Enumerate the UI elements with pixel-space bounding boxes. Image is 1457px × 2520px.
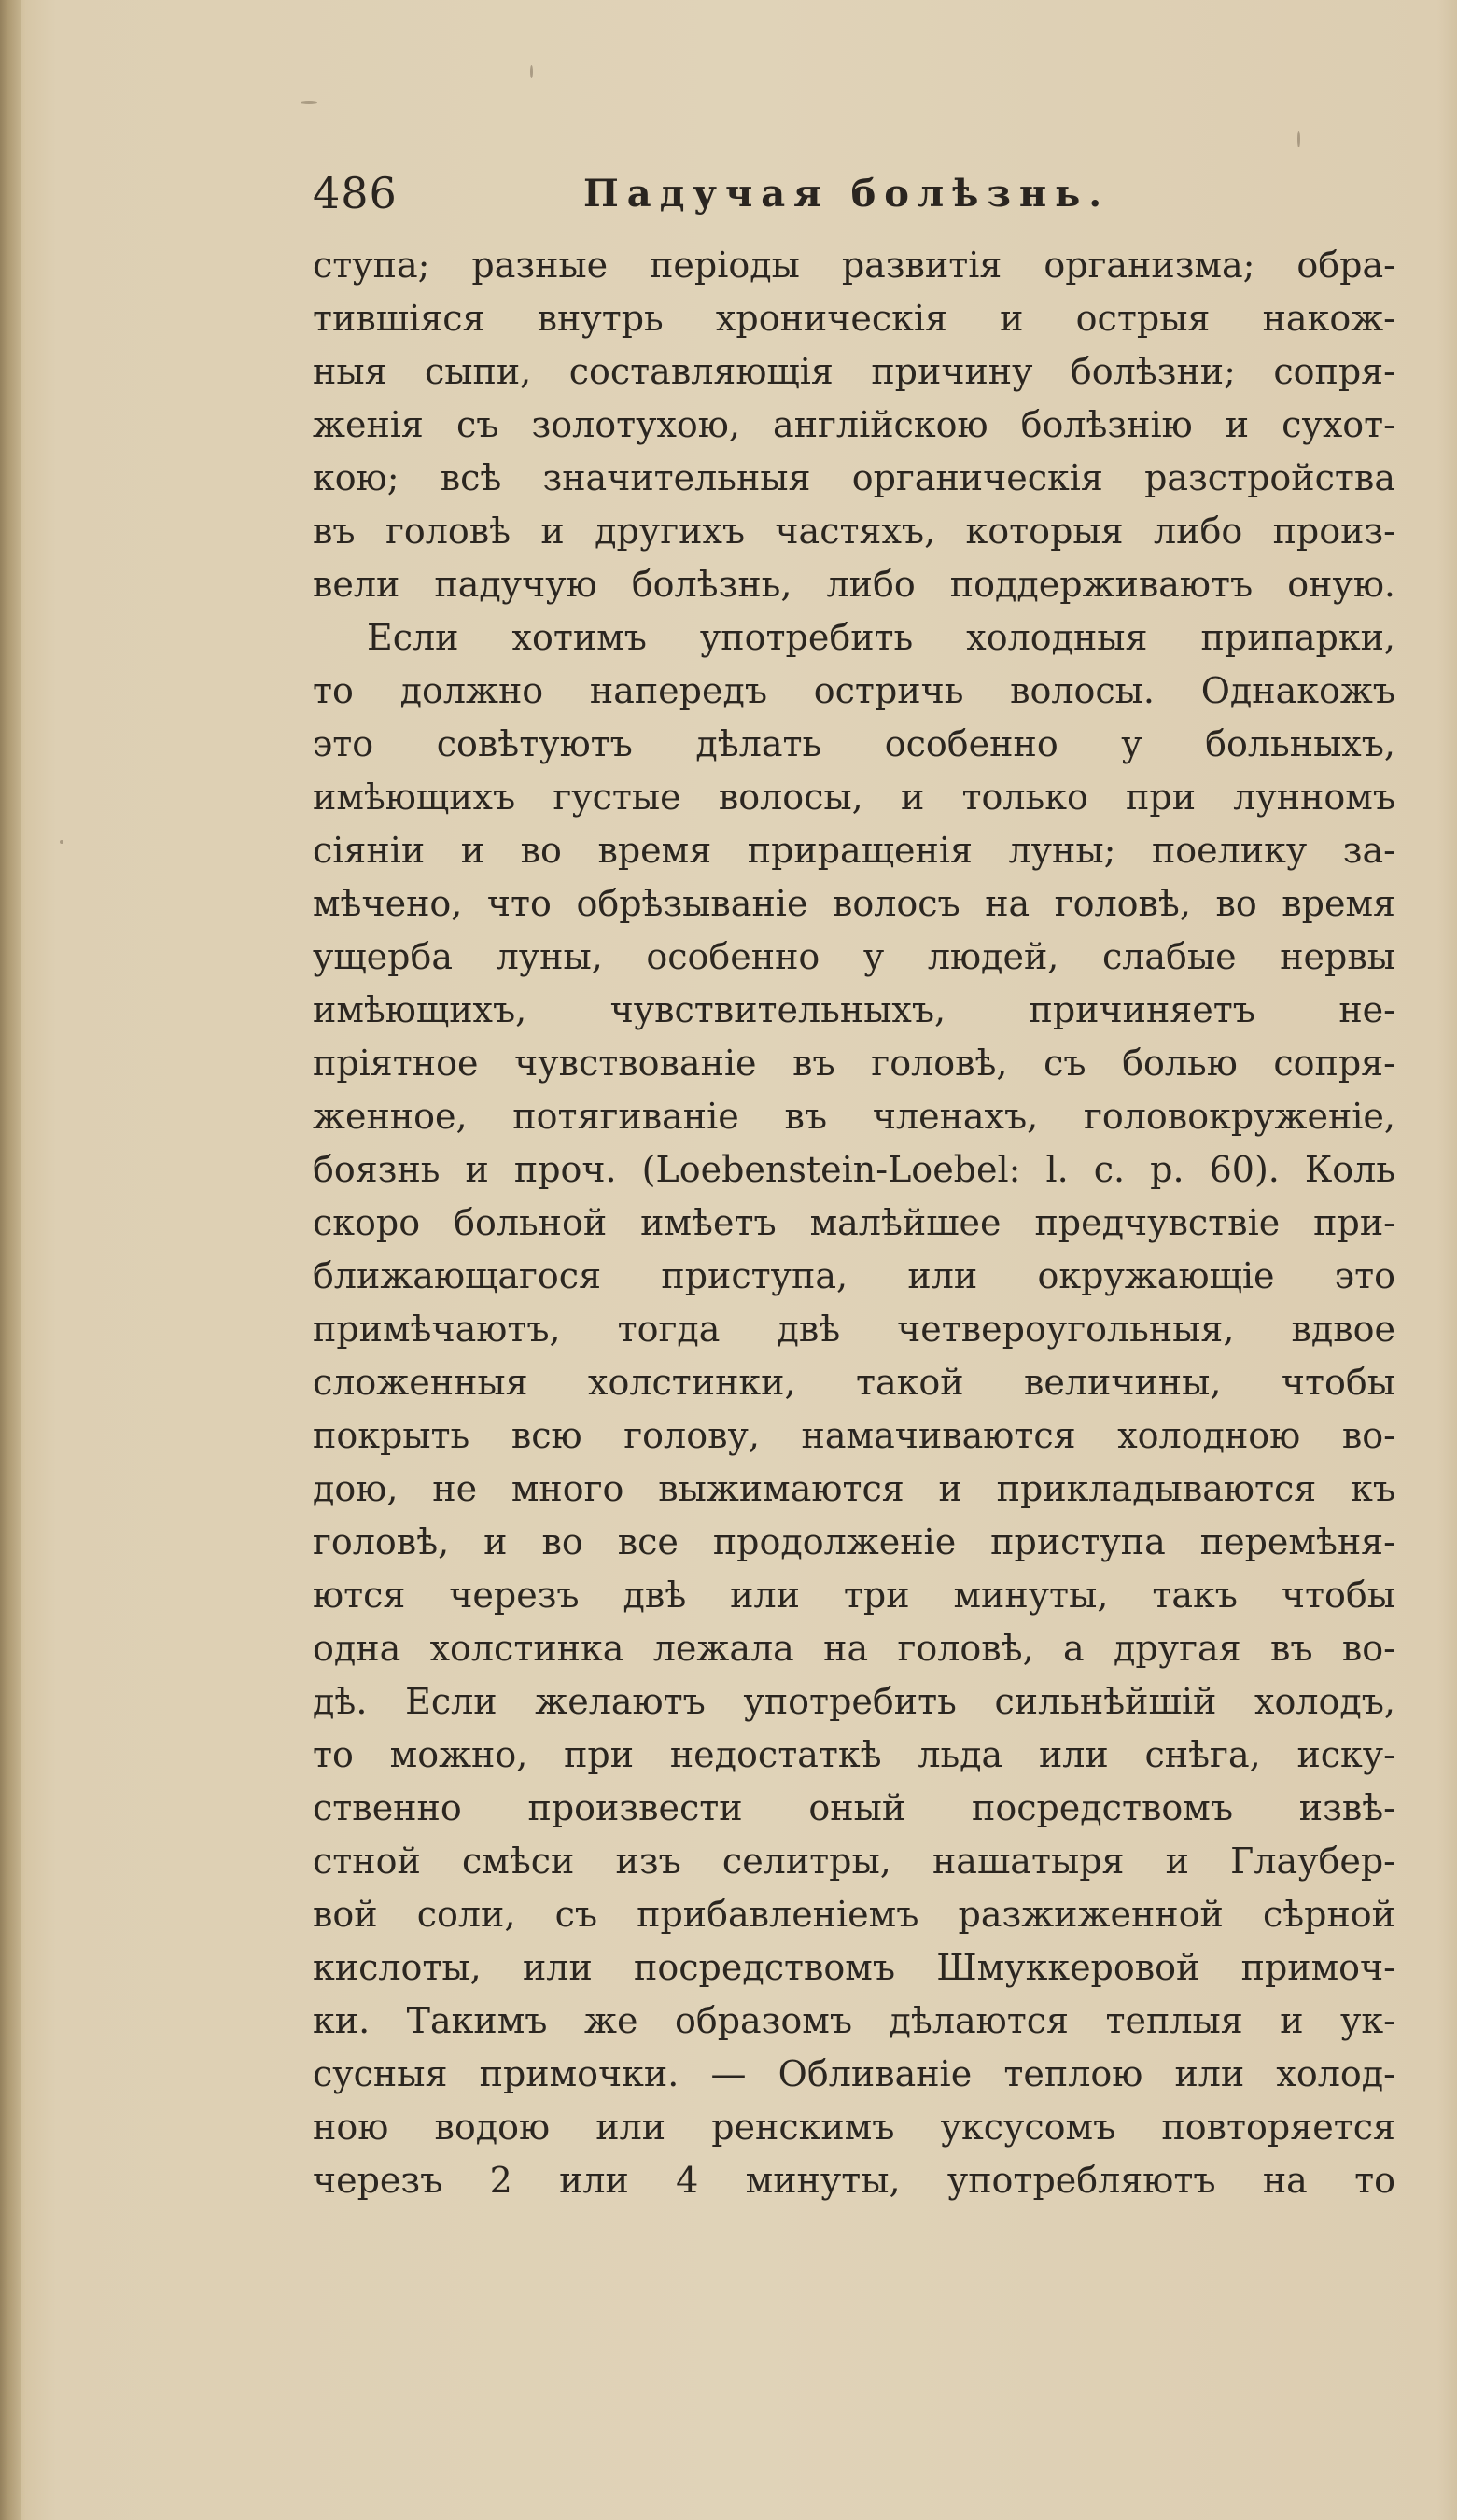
- text-line: скоро больной имѣетъ малѣйшее предчувствіе при-: [313, 1202, 1395, 1243]
- text-line: боязнь и проч. (Loebenstein-Loebel: l. c. p. 60). Коль: [313, 1149, 1395, 1190]
- text-line: сусныя примочки. — Обливаніе теплою или холод-: [313, 2053, 1395, 2094]
- text-line: дѣ. Если желаютъ употребить сильнѣйшій холодъ,: [313, 1681, 1395, 1722]
- text-line: вой соли, съ прибавленіемъ разжиженной сѣрной: [313, 1894, 1395, 1935]
- text-line: ною водою или ренскимъ уксусомъ повторяется: [313, 2107, 1395, 2148]
- text-line: сложенныя холстинки, такой величины, чтобы: [313, 1362, 1395, 1403]
- text-line: головѣ, и во все продолженіе приступа перемѣня-: [313, 1521, 1395, 1562]
- text-line: ущерба луны, особенно у людей, слабые нервы: [313, 936, 1395, 977]
- text-line: кою; всѣ значительныя органическія разстройства: [313, 457, 1395, 498]
- text-line: ки. Такимъ же образомъ дѣлаются теплыя и ук-: [313, 2000, 1395, 2041]
- body-text: [313, 239, 1395, 2207]
- text-line: имѣющихъ, чувствительныхъ, причиняетъ не-: [313, 989, 1395, 1030]
- text-line: ближающагося приступа, или окружающіе это: [313, 1255, 1395, 1296]
- text-line: пріятное чувствованіе въ головѣ, съ болью сопря-: [313, 1043, 1395, 1084]
- text-line: ступа; разные періоды развитія организма; обра-: [313, 245, 1395, 286]
- text-line: тившіяся внутрь хроническія и острыя накож-: [313, 298, 1395, 339]
- text-line: то должно напередъ остричь волосы. Однакожъ: [313, 670, 1395, 711]
- paper-speck: [60, 840, 63, 844]
- text-line: одна холстинка лежала на головѣ, а другая въ во-: [313, 1628, 1395, 1669]
- text-line-paragraph-start: Если хотимъ употребить холодныя припарки,: [367, 617, 1395, 658]
- text-line: женное, потягиваніе въ членахъ, головокруженіе,: [313, 1096, 1395, 1137]
- text-line: вели падучую болѣзнь, либо поддерживаютъ оную.: [313, 564, 1395, 605]
- page-binding-edge: [0, 0, 21, 2520]
- text-line: это совѣтуютъ дѣлать особенно у больныхъ,: [313, 723, 1395, 764]
- text-line: ныя сыпи, составляющія причину болѣзни; сопря-: [313, 351, 1395, 392]
- text-line: черезъ 2 или 4 минуты, употребляютъ на то: [313, 2160, 1395, 2201]
- paper-speck: [1297, 131, 1300, 147]
- page-number: 486: [313, 168, 398, 218]
- paper-speck: [530, 65, 533, 78]
- running-head: [313, 168, 1395, 224]
- text-line: примѣчаютъ, тогда двѣ четвероугольныя, вдвое: [313, 1309, 1395, 1350]
- text-line: покрыть всю голову, намачиваются холодною во-: [313, 1415, 1395, 1456]
- text-line: ются черезъ двѣ или три минуты, такъ чтобы: [313, 1575, 1395, 1616]
- text-line: ственно произвести оный посредствомъ извѣ-: [313, 1787, 1395, 1828]
- text-line: кислоты, или посредствомъ Шмуккеровой примоч-: [313, 1947, 1395, 1988]
- text-line: дою, не много выжимаются и прикладываются къ: [313, 1468, 1395, 1509]
- text-line: въ головѣ и другихъ частяхъ, которыя либо произ-: [313, 511, 1395, 552]
- text-line: мѣчено, что обрѣзываніе волосъ на головѣ, во время: [313, 883, 1395, 924]
- text-line: стной смѣси изъ селитры, нашатыря и Глаубер-: [313, 1841, 1395, 1882]
- text-line: имѣющихъ густые волосы, и только при лунномъ: [313, 777, 1395, 818]
- text-line: то можно, при недостаткѣ льда или снѣга, иску-: [313, 1734, 1395, 1775]
- text-line: женія съ золотухою, англійскою болѣзнію и сухот-: [313, 404, 1395, 445]
- text-line: сіяніи и во время приращенія луны; поелику за-: [313, 830, 1395, 871]
- paper-speck: [301, 101, 317, 104]
- running-title: Падучая болѣзнь.: [583, 172, 1111, 216]
